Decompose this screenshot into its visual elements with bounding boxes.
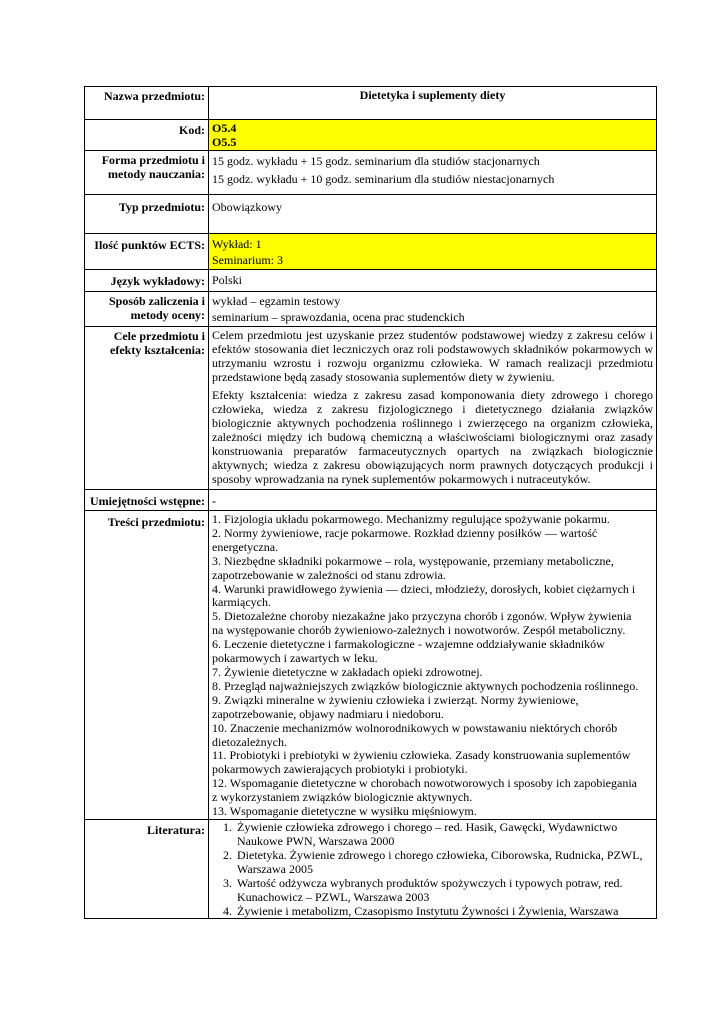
row-umiejetnosci	[85, 490, 657, 511]
kod-label: Kod:	[85, 120, 209, 151]
umiejetnosci-value: -	[209, 490, 657, 511]
tresci-line: energetyczna.	[212, 539, 279, 554]
literatura-item	[235, 904, 653, 918]
cele-label-line: efekty kształcenia:	[110, 343, 205, 357]
cele-label	[85, 327, 209, 490]
tresci-line: 5. Dietozależne choroby niezakaźne jako przyczyna chorób i zgonów. Wpływ żywienia	[212, 609, 632, 624]
jezyk-label: Język wykładowy:	[85, 270, 209, 292]
literatura-line: 2. Dietetyka. Żywienie zdrowego i chorego człowieka, Ciborowska, Rudnicka, PZWL,	[237, 847, 643, 862]
sposob-label-line: Sposób zaliczenia i	[108, 294, 205, 308]
literatura-line: Naukowe PWN, Warszawa 2000	[237, 833, 395, 848]
course-table	[84, 86, 657, 919]
sposob-values	[209, 292, 657, 327]
forma-values	[209, 151, 657, 195]
tresci-line: 2. Normy żywieniowe, racje pokarmowe. Rozkład dzienny posiłków — wartość	[212, 525, 598, 540]
row-ects	[85, 234, 657, 270]
kod-values	[209, 120, 657, 151]
sposob-label	[85, 292, 209, 327]
tresci-line: 4. Warunki prawidłowego żywienia — dzieci, młodzieży, dorosłych, kobiet ciężarnych i	[212, 581, 636, 596]
typ-label: Typ przedmiotu:	[85, 195, 209, 234]
row-kod	[85, 120, 657, 151]
literatura-item	[235, 848, 653, 876]
tresci-list	[209, 511, 657, 820]
tresci-line: 6. Leczenie dietetyczne i farmakologiczne - wzajemne oddziaływanie składników	[212, 637, 605, 652]
row-literatura	[85, 819, 657, 918]
tresci-line: 7. Żywienie dietetyczne w zakładach opieki zdrowotnej.	[212, 664, 483, 679]
course-title: Dietetyka i suplementy diety	[209, 87, 657, 120]
nazwa-label: Nazwa przedmiotu:	[85, 87, 209, 120]
ects-value: Wykład: 1	[212, 237, 262, 251]
tresci-line: z wykorzystaniem związków biologicznie aktywnych.	[212, 790, 473, 805]
tresci-line: 8. Przegląd najważniejszych związków biologicznie aktywnych pochodzenia roślinnego.	[212, 678, 639, 693]
row-cele	[85, 327, 657, 490]
literatura-label: Literatura:	[85, 819, 209, 918]
tresci-line: 10. Znaczenie mechanizmów wolnorodnikowych w powstawaniu niektórych chorób	[212, 720, 618, 735]
ects-values	[209, 234, 657, 270]
literatura-list	[209, 820, 653, 918]
forma-label	[85, 151, 209, 195]
sposob-label-line: metody oceny:	[130, 308, 205, 322]
efekty-paragraph: Efekty kształcenia: wiedza z zakresu zasad komponowania diety zdrowego i chorego człowieka, wiedza z zakresu fizjologicznego i dietetycznego działania związków biologicznie aktywnych pochodzenia roślinnego i zwierzęcego na organizm człowieka, zależności między ich budową chemiczną a właściwościami biologicznymi oraz zasady konstruowania preparatów farmaceutycznych opartych na związkach biologicznie aktywnych; wiedza z zakresu obowiązujących norm prawnych dotyczących produkcji i sposoby wprowadzania na rynek suplementów pokarmowych i nutraceutyków.	[212, 388, 653, 486]
tresci-line: zapotrzebowanie, objawy nadmiaru i niedoboru.	[212, 706, 444, 721]
tresci-line: 1. Fizjologia układu pokarmowego. Mechanizmy regulujące spożywanie pokarmu.	[212, 512, 610, 526]
row-sposob	[85, 292, 657, 327]
kod-value: O5.4	[212, 121, 237, 135]
tresci-line: 3. Niezbędne składniki pokarmowe – rola, występowanie, przemiany metaboliczne,	[212, 553, 614, 568]
row-jezyk	[85, 270, 657, 292]
tresci-line: 13. Wspomaganie dietetyczne w wysiłku mięśniowym.	[212, 804, 477, 819]
row-tresci	[85, 511, 657, 820]
ects-value: Seminarium: 3	[212, 253, 283, 267]
literatura-line: 1. Żywienie człowieka zdrowego i chorego – red. Hasik, Gawęcki, Wydawnictwo	[237, 819, 618, 834]
tresci-line: pokarmowych zawierających probiotyki i probiotyki.	[212, 762, 468, 777]
ects-label: Ilość punktów ECTS:	[85, 234, 209, 270]
literatura-line: 4. Żywienie i metabolizm, Czasopismo Instytutu Żywności i Żywienia, Warszawa	[237, 903, 619, 918]
tresci-line: 11. Probiotyki i prebiotyki w żywieniu człowieka. Zasady konstruowania suplementów	[212, 748, 631, 763]
sposob-value: seminarium – sprawozdania, ocena prac studenckich	[212, 310, 465, 324]
forma-label-line: metody nauczania:	[108, 167, 205, 181]
literatura-line: Kunachowicz – PZWL, Warszawa 2003	[237, 889, 430, 904]
tresci-line: 12. Wspomaganie dietetyczne w chorobach nowotworowych i sposoby ich zapobiegania	[212, 776, 637, 791]
course-card	[84, 86, 656, 919]
cele-values	[209, 327, 657, 490]
literatura-line: 3. Wartość odżywcza wybranych produktów spożywczych i typowych potraw, red.	[237, 875, 623, 890]
forma-label-line: Forma przedmiotu i	[101, 153, 205, 167]
forma-value: 15 godz. wykładu + 15 godz. seminarium dla studiów stacjonarnych	[212, 154, 540, 168]
cele-label-line: Cele przedmiotu i	[113, 329, 205, 343]
row-forma	[85, 151, 657, 195]
tresci-line: na występowanie chorób żywieniowo-zależnych i nowotworów. Zespół metaboliczny.	[212, 623, 626, 638]
jezyk-value: Polski	[209, 270, 657, 292]
tresci-label: Treści przedmiotu:	[85, 511, 209, 820]
row-typ	[85, 195, 657, 234]
literatura-item	[235, 876, 653, 904]
tresci-line: karmiących.	[212, 595, 271, 610]
literatura-values	[209, 819, 657, 918]
row-nazwa	[85, 87, 657, 120]
cele-paragraph: Celem przedmiotu jest uzyskanie przez studentów podstawowej wiedzy z zakresu celów i efektów stosowania diet leczniczych oraz roli podstawowych składników pokarmowych w utrzymaniu wzrostu i rozwoju organizmu człowieka. W ramach realizacji przedmiotu przedstawione będą zasady stosowania suplementów diety w żywieniu.	[212, 328, 653, 384]
tresci-line: dietozależnych.	[212, 734, 287, 749]
kod-value: O5.5	[212, 135, 237, 149]
umiejetnosci-label: Umiejętności wstępne:	[85, 490, 209, 511]
tresci-line: zapotrzebowanie w zależności od stanu zdrowia.	[212, 567, 446, 582]
tresci-line: 9. Związki mineralne w żywieniu człowieka i zwierząt. Normy żywieniowe,	[212, 692, 579, 707]
tresci-line: pokarmowych i zawartych w leku.	[212, 651, 378, 666]
forma-value: 15 godz. wykładu + 10 godz. seminarium dla studiów niestacjonarnych	[212, 172, 555, 186]
typ-value: Obowiązkowy	[209, 195, 657, 234]
literatura-line: Warszawa 2005	[237, 861, 314, 876]
sposob-value: wykład – egzamin testowy	[212, 294, 341, 308]
literatura-item	[235, 820, 653, 848]
